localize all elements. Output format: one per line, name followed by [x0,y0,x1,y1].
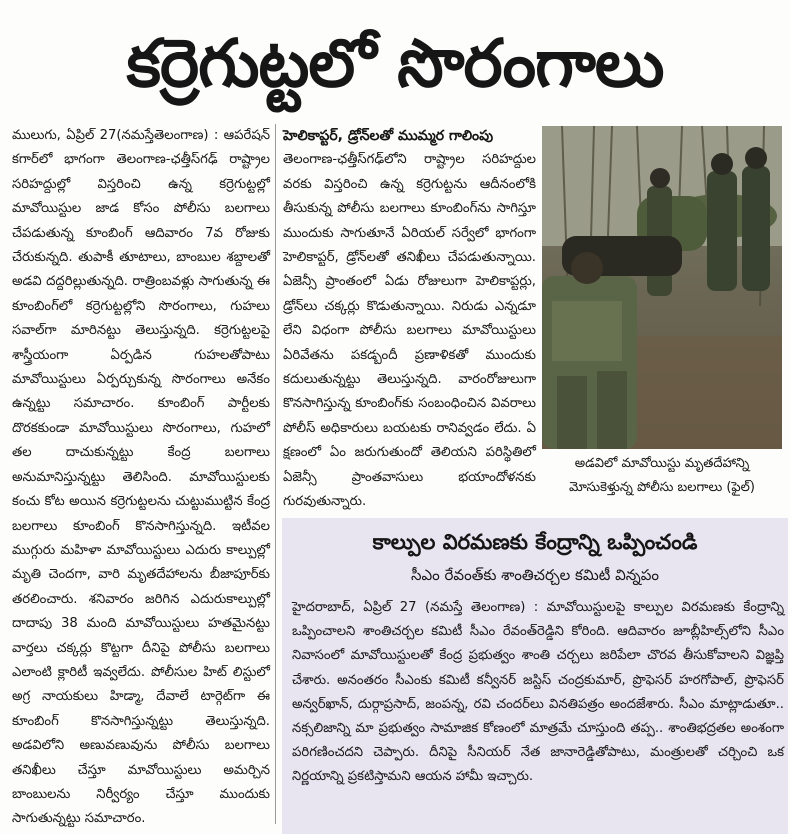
news-photo [542,126,782,449]
column-divider [275,124,276,824]
photo-caption-line1: అడవిలో మావోయిస్టు మృతదేహాన్ని [574,456,750,471]
middle-story-subhead: హెలికాప్టర్, డ్రోన్‌లతో ముమ్మర గాలింపు [283,128,494,144]
box-story-body: మావోయిస్టులపై కాల్పుల విరమణకు కేంద్రాన్ని ఒప్పించాలని శాంతిచర్చల కమిటీ సీఎం రేవంత్‌రెడ్డిని కోరింది. ఆదివారం జూబ్లీహిల్స్‌లోని సీఎం నివాసంలో మావోయిస్టులతో కేంద్ర ప్రభుత్వం శాంతి చర్చలు జరిపేలా చొరవ తీసుకోవాలని విజ్ఞప్తి చేశారు. అనంతరం సీఎంకు కమిటీ కన్వీనర్ జస్టిస్ చంద్రకుమార్, ప్రొఫెసర్ హరగోపాల్, ప్రొఫెసర్ అన్వర్‌ఖాన్, దుర్గాప్రసాద్, జంపన్న, రవి చందర్‌లు వినతిపత్రం అందజేశారు. సీఎం మాట్లాడుతూ.. నక్సలిజాన్ని మా ప్రభుత్వం సామాజిక కోణంలో మాత్రమే చూస్తుంది తప్ప.. శాంతిభద్రతల అంశంగా పరిగణించదని చెప్పారు. దీనిపై సీనియర్ నేత జానారెడ్డితోపాటు, మంత్రులతో చర్చించి ఒక నిర్ణయాన్ని ప్రకటిస్తామని ఆయన హామీ ఇచ్చారు. [292,600,785,785]
headline: కర్రెగుట్టలో సొరంగాలు [126,25,664,102]
photo-illustration [542,126,782,449]
middle-story-body: తెలంగాణ-ఛత్తీస్‌గఢ్‌లోని రాష్ట్రాల సరిహద్దుల వరకు విస్తరించి ఉన్న కర్రెగుట్టను ఆదీనంలోకి తీసుకున్న పోలీసు బలగాలు కూంబింగ్‌ను సాగిస్తూ ముందుకు సాగుతూనే ఏరియల్ సర్వేలో భాగంగా హెలికాప్టర్, డ్రోన్‌లతో తనిఖీలు చేపడుతున్నాయి. ఏజెన్సీ ప్రాంతంలో ఏడు రోజులుగా హెలికాప్టర్లు, డ్రోన్‌లు చక్కర్లు కొడుతున్నాయి. నిరుడు ఎన్నడూ లేని విధంగా పోలీసు బలగాలు మావోయిస్టులు ఏరివేతను పకడ్బందీ ప్రణాళికతో ముందుకు కదులుతున్నట్టు తెలుస్తున్నది. వారంరోజులుగా కొనసాగిస్తున్న కూంబింగ్‌కు సంబంధించిన వివరాలు పోలీస్ అధికారులు బయటకు రానివ్వడం లేదు. ఏ క్షణంలో ఏం జరుగుతుందో తెలియని పరిస్థితిలో ఏజెన్సీ ప్రాంతవాసులు భయాందోళనకు గురవుతున్నారు. [283,152,536,510]
photo-caption-line2: మోసుకెళ్తున్న పోలీసు బలగాలు (ఫైల్) [569,480,755,495]
box-story-dateline: హైదరాబాద్, ఏప్రిల్ 27 (నమస్తే తెలంగాణ) : [292,600,539,615]
box-story-subtitle: సీఎం రేవంత్‌కు శాంతిచర్చల కమిటీ విన్నపం [410,566,660,584]
photo-caption [542,452,782,500]
left-story-dateline: ములుగు, ఏప్రిల్ 27(నమస్తేతెలంగాణ) : [12,128,219,143]
left-story-body: ఆపరేషన్ కగార్‌లో భాగంగా తెలంగాణ-ఛత్తీస్‌గఢ్ రాష్ట్రాల సరిహద్దుల్లో విస్తరించి ఉన్న కర్రెగుట్టల్లో మావోయిస్టుల జాడ కోసం పోలీసు బలగాలు చేపడుతున్న కూంబింగ్ ఆదివారం 7వ రోజుకు చేరుకున్నది. తుపాకీ తూటాలు, బాంబుల శబ్దాలతో అడవి దద్దరిల్లుతున్నది. రాత్రింబవళ్లు సాగుతున్న ఈ కూంబింగ్‌లో కర్రెగుట్టల్లోని సొరంగాలు, గుహలు సవాల్‌గా మారినట్టు తెలుస్తున్నది. కర్రెగుట్టలపై శాస్త్రీయంగా ఏర్పడిన గుహలతోపాటు మావోయిస్టులు ఏర్పర్చుకున్న సొరంగాలు అనేకం ఉన్నట్టు సమాచారం. కూంబింగ్ పార్టీలకు దొరకకుండా మావోయిస్టులు సొరంగాలు, గుహలో తల దాచుకున్నట్టు కేంద్ర బలగాలు అనుమానిస్తున్నట్టు తెలిసింది. మావోయిస్టులకు కంచు కోట అయిన కర్రెగుట్టలను చుట్టుముట్టిన కేంద్ర బలగాలు కూంబింగ్ కొనసాగిస్తున్నది. ఇటీవల ముగ్గురు మహిళా మావోయిస్టులు ఎదురు కాల్పుల్లో మృతి చెందగా, వారి మృతదేహాలను బీజాపూర్‌కు తరలించారు. శనివారం జరిగిన ఎదురుకాల్పుల్లో దాదాపు 38 మంది మావోయిస్టులు హతమైనట్టు వార్తలు చక్కర్లు కొట్టగా దీనిపై పోలీసు బలగాలు ఎలాంటి క్లారిటీ ఇవ్వలేదు. పోలీసుల హిట్ లిస్టులో అగ్ర నాయకులు హిడ్మా, దేవాలే టార్గెట్‌గా ఈ కూంబింగ్ కొనసాగిస్తున్నట్టు తెలుస్తున్నది. అడవిలోని అణువణువును పోలీసు బలగాలు తనిఖీలు చేస్తూ మావోయిస్టులు అమర్చిన బాంబులను నిర్వీర్యం చేస్తూ ముందుకు సాగుతున్నట్టు సమాచారం. [12,128,270,827]
middle-story-column [283,124,536,515]
box-story-title: కాల్పుల విరమణకు కేంద్రాన్ని ఒప్పించండి [372,530,698,554]
left-story-text [12,124,270,832]
left-story-column [12,124,270,832]
box-story-text [292,596,784,790]
